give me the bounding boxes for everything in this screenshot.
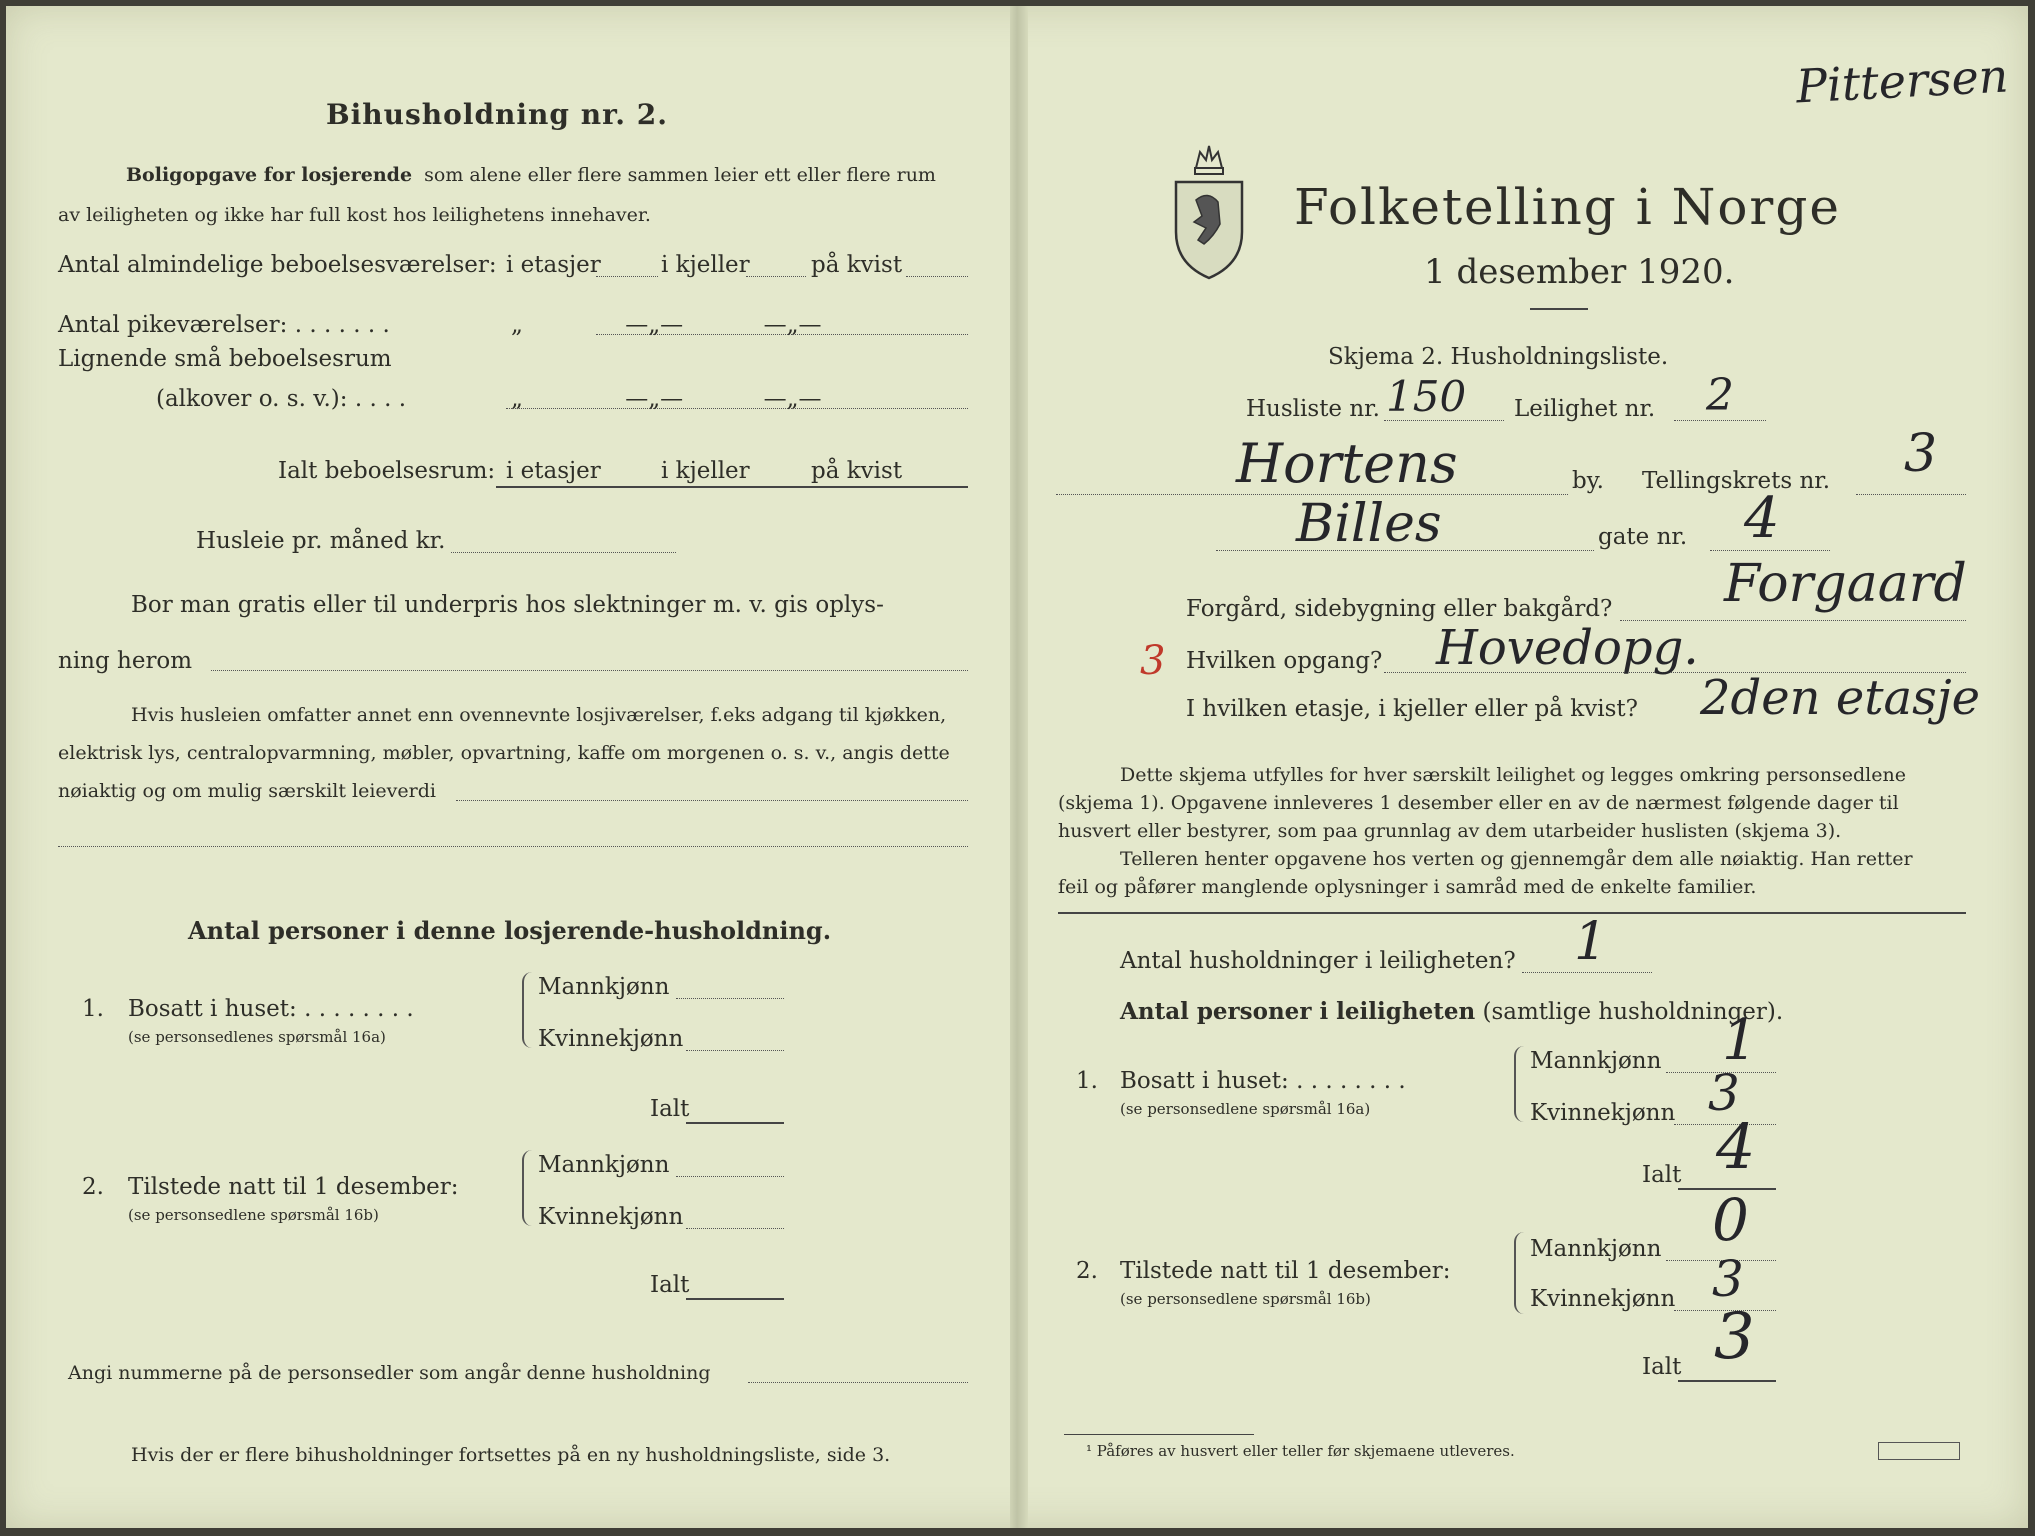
hw-gate-nr: 4 xyxy=(1744,486,1780,551)
gratis-field[interactable] xyxy=(211,670,968,671)
left-antal-heading: Antal personer i denne losjerende-husholdning. xyxy=(188,916,832,945)
skjema-label: Skjema 2. Husholdningsliste. xyxy=(1328,344,1669,370)
rooms-etasjer-label: i etasjer xyxy=(506,252,601,278)
hw-name-top: Pittersen xyxy=(1794,48,2010,114)
right-bosatt-mann-label: Mannkjønn xyxy=(1530,1048,1662,1074)
hw-husliste-nr: 150 xyxy=(1386,372,1467,421)
left-bosatt-label: Bosatt i huset: . . . . . . . . xyxy=(128,996,414,1022)
footnote-divider xyxy=(1064,1434,1254,1435)
dette-line-1: Dette skjema utfylles for hver særskilt leilighet og legges omkring personsedlene xyxy=(1120,764,1906,786)
telleren-line-2: feil og påfører manglende oplysninger i samråd med de enkelte familier. xyxy=(1058,876,1757,898)
hw-krets: 3 xyxy=(1904,424,1938,484)
antal-hush-field[interactable] xyxy=(1522,972,1652,973)
right-bosatt-ialt-label: Ialt xyxy=(1642,1162,1682,1188)
form-title: Folketelling i Norge xyxy=(1294,178,1841,236)
hw-etasje: 2den etasje xyxy=(1700,670,1981,726)
dette-line-3: husvert eller bestyrer, som paa grunnlag av dem utarbeider huslisten (skjema 3). xyxy=(1058,820,1842,842)
right-tilstede-mann-label: Mannkjønn xyxy=(1530,1236,1662,1262)
census-form-sheet xyxy=(6,6,2028,1528)
opgang-label: Hvilken opgang? xyxy=(1186,648,1383,674)
antal-pers-label: Antal personer i leiligheten (samtlige husholdninger). xyxy=(1120,998,1784,1025)
left-bosatt-kvinne-field[interactable] xyxy=(686,1050,784,1051)
husleie-label: Husleie pr. måned kr. xyxy=(196,528,446,554)
rooms-kvist-label: på kvist xyxy=(811,252,903,278)
right-bosatt-label: Bosatt i huset: . . . . . . . . xyxy=(1120,1068,1406,1094)
left-tilstede-ialt-field[interactable] xyxy=(686,1298,784,1300)
left-tilstede-sub: (se personsedlene spørsmål 16b) xyxy=(128,1206,379,1224)
left-tilstede-label: Tilstede natt til 1 desember: xyxy=(128,1174,459,1200)
left-bosatt-brace xyxy=(522,972,534,1048)
left-title: Bihusholdning nr. 2. xyxy=(326,98,668,131)
rooms-kjeller-label: i kjeller xyxy=(661,252,750,278)
hvis-line-2: elektrisk lys, centralopvarmning, møbler, opvartning, kaffe om morgenen o. s. v., angis dette xyxy=(58,742,950,764)
hw-leilighet-nr: 2 xyxy=(1706,370,1734,421)
hw-tilstede-ialt: 3 xyxy=(1714,1300,1755,1374)
ialt-kvist-label: på kvist xyxy=(811,458,903,484)
hw-gate: Billes xyxy=(1296,494,1442,554)
gate-label: gate nr. xyxy=(1598,524,1688,550)
hw-bosatt-mann: 1 xyxy=(1722,1008,1758,1073)
footnote: ¹ Påføres av husvert eller teller før skjemaene utleveres. xyxy=(1086,1442,1515,1460)
rooms-kvist-field[interactable] xyxy=(906,276,968,277)
intro-line-1: Boligopgave for losjerende som alene eller flere sammen leier ett eller flere rum xyxy=(126,164,936,186)
hw-opgang-mark: 3 xyxy=(1140,638,1166,684)
intro-line-2: av leiligheten og ikke har full kost hos leilighetens innehaver. xyxy=(58,204,651,226)
flere-note: Hvis der er flere bihusholdninger fortsettes på en ny husholdningsliste, side 3. xyxy=(131,1444,891,1466)
hvis-line-1: Hvis husleien omfatter annet enn ovennevnte losjiværelser, f.eks adgang til kjøkken, xyxy=(131,704,947,726)
angi-label: Angi nummerne på de personsedler som angår denne husholdning xyxy=(68,1362,711,1384)
husliste-label: Husliste nr. xyxy=(1246,396,1380,422)
by-label: by. xyxy=(1572,468,1604,494)
center-fold xyxy=(1010,6,1028,1528)
etasje-label: I hvilken etasje, i kjeller eller på kvist? xyxy=(1186,696,1638,722)
rooms-label: Antal almindelige beboelsesværelser: xyxy=(58,252,497,278)
left-tilstede-kvinne-label: Kvinnekjønn xyxy=(538,1204,684,1230)
pike-ditto: „ —„— —„— xyxy=(511,312,822,338)
left-bosatt-mann-label: Mannkjønn xyxy=(538,974,670,1000)
form-date: 1 desember 1920. xyxy=(1424,252,1735,292)
hw-opgang: Hovedopg. xyxy=(1436,620,1699,676)
left-bosatt-num: 1. xyxy=(82,996,104,1022)
left-bosatt-sub: (se personsedlenes spørsmål 16a) xyxy=(128,1028,386,1046)
left-bosatt-ialt-field[interactable] xyxy=(686,1122,784,1124)
right-tilstede-ialt-label: Ialt xyxy=(1642,1354,1682,1380)
lignende-field[interactable] xyxy=(506,408,968,409)
left-tilstede-num: 2. xyxy=(82,1174,104,1200)
right-tilstede-label: Tilstede natt til 1 desember: xyxy=(1120,1258,1451,1284)
right-tilstede-num: 2. xyxy=(1076,1258,1098,1284)
left-bosatt-kvinne-label: Kvinnekjønn xyxy=(538,1026,684,1052)
husleie-field[interactable] xyxy=(451,552,676,553)
forgard-label: Forgård, sidebygning eller bakgård? xyxy=(1186,596,1613,622)
ialt-kjeller-label: i kjeller xyxy=(661,458,750,484)
ialt-etasjer-label: i etasjer xyxy=(506,458,601,484)
hw-bosatt-kvinne: 3 xyxy=(1708,1064,1740,1122)
title-divider xyxy=(1530,308,1588,310)
hvis-line-3: nøiaktig og om mulig særskilt leieverdi xyxy=(58,780,436,802)
tellingskrets-label: Tellingskrets nr. xyxy=(1642,468,1831,494)
right-bosatt-brace xyxy=(1514,1046,1526,1122)
right-bosatt-num: 1. xyxy=(1076,1068,1098,1094)
hw-tilstede-kvinne: 3 xyxy=(1712,1250,1744,1308)
ialt-rooms-label: Ialt beboelsesrum: xyxy=(278,458,496,484)
coat-of-arms-icon xyxy=(1168,132,1250,282)
right-tilstede-ialt-field[interactable] xyxy=(1678,1380,1776,1382)
rooms-kjeller-field[interactable] xyxy=(746,276,806,277)
right-section-divider xyxy=(1058,912,1966,914)
left-tilstede-kvinne-field[interactable] xyxy=(686,1228,784,1229)
angi-field[interactable] xyxy=(748,1382,968,1383)
hw-bosatt-ialt: 4 xyxy=(1716,1110,1756,1183)
hw-forgard: Forgaard xyxy=(1724,554,1967,614)
gratis-line-2: ning herom xyxy=(58,648,193,674)
right-tilstede-kvinne-label: Kvinnekjønn xyxy=(1530,1286,1676,1312)
leilighet-label: Leilighet nr. xyxy=(1514,396,1656,422)
right-tilstede-brace xyxy=(1514,1232,1526,1314)
tellingskrets-field[interactable] xyxy=(1856,494,1966,495)
ialt-rooms-field[interactable] xyxy=(496,486,968,488)
left-tilstede-brace xyxy=(522,1150,534,1226)
gratis-line-1: Bor man gratis eller til underpris hos slektninger m. v. gis oplys- xyxy=(131,592,884,618)
pike-field[interactable] xyxy=(596,334,968,335)
left-tilstede-mann-label: Mannkjønn xyxy=(538,1152,670,1178)
lignende-label-1: Lignende små beboelsesrum xyxy=(58,346,392,372)
leieverdi-field-2[interactable] xyxy=(58,846,968,847)
pike-label: Antal pikeværelser: . . . . . . . xyxy=(58,312,390,338)
rooms-etasjer-field[interactable] xyxy=(596,276,658,277)
antal-hush-label: Antal husholdninger i leiligheten? xyxy=(1120,948,1516,974)
hw-by: Hortens xyxy=(1236,432,1458,495)
left-bosatt-ialt-label: Ialt xyxy=(650,1096,690,1122)
left-tilstede-ialt-label: Ialt xyxy=(650,1272,690,1298)
right-bosatt-sub: (se personsedlene spørsmål 16a) xyxy=(1120,1100,1371,1118)
right-bosatt-kvinne-label: Kvinnekjønn xyxy=(1530,1100,1676,1126)
left-bosatt-mann-field[interactable] xyxy=(676,998,784,999)
dette-line-2: (skjema 1). Opgavene innleveres 1 desember eller en av de nærmest følgende dager til xyxy=(1058,792,1899,814)
hw-antal-hush: 1 xyxy=(1574,912,1608,972)
lignende-label-2: (alkover o. s. v.): . . . . xyxy=(156,386,407,412)
telleren-line-1: Telleren henter opgavene hos verten og gjennemgår dem alle nøiaktig. Han retter xyxy=(1120,848,1913,870)
lignende-ditto: „ —„— —„— xyxy=(511,386,822,412)
printer-stamp xyxy=(1878,1442,1960,1460)
leieverdi-field[interactable] xyxy=(456,800,968,801)
right-tilstede-sub: (se personsedlene spørsmål 16b) xyxy=(1120,1290,1371,1308)
left-tilstede-mann-field[interactable] xyxy=(676,1176,784,1177)
hw-tilstede-mann: 0 xyxy=(1712,1186,1749,1254)
